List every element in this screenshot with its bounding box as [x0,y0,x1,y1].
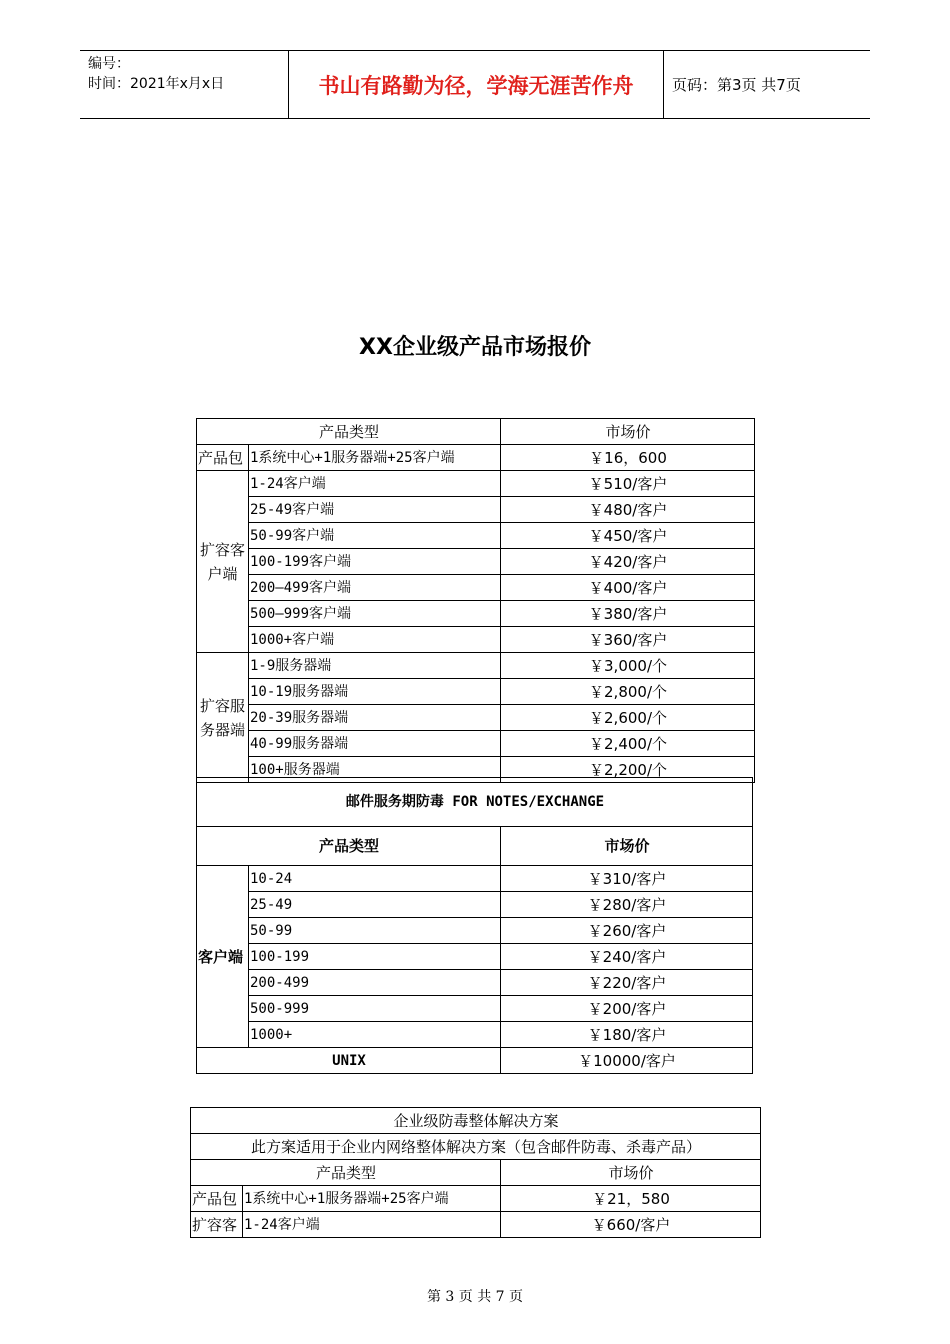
col-header-price: 市场价 [501,1160,761,1186]
table-heading: 企业级防毒整体解决方案 [191,1108,761,1134]
row-desc: 100-199客户端 [249,549,501,575]
row-desc: 25-49客户端 [249,497,501,523]
row-price: ￥480/客户 [501,497,755,523]
row-desc: 100-199 [249,944,501,970]
row-price: ￥16，600 [501,445,755,471]
table-row [197,679,755,705]
header-time: 时间：2021年x月x日 [88,76,225,92]
table-row [191,1212,761,1238]
unix-price: ￥10000/客户 [501,1048,753,1074]
table-row [197,601,755,627]
row-price: ￥400/客户 [501,575,755,601]
row-price: ￥660/客户 [501,1212,761,1238]
table-row [197,497,755,523]
table-row [197,1022,753,1048]
row-label: 扩容客 [191,1212,243,1238]
table-row [197,866,753,892]
header-motto: 书山有路勤为径，学海无涯苦作舟 [289,51,664,118]
row-price: ￥200/客户 [501,996,753,1022]
row-label: 产品包 [197,445,249,471]
row-desc: 50-99客户端 [249,523,501,549]
table-header-row [191,1160,761,1186]
col-header-type: 产品类型 [197,827,501,866]
group-label-client: 客户端 [197,866,249,1048]
row-price: ￥450/客户 [501,523,755,549]
table-row [197,627,755,653]
row-desc: 200-499 [249,970,501,996]
row-desc: 40-99服务器端 [249,731,501,757]
table-row [197,918,753,944]
table-row [197,996,753,1022]
row-price: ￥3,000/个 [501,653,755,679]
row-desc: 1系统中心+1服务器端+25客户端 [243,1186,501,1212]
header-number: 编号： [88,56,130,72]
table-row [197,705,755,731]
row-price: ￥420/客户 [501,549,755,575]
table-row [197,1048,753,1074]
table-heading-row [197,778,753,827]
col-header-price: 市场价 [501,419,755,445]
group-label-server: 扩容服务器端 [197,653,249,783]
col-header-type: 产品类型 [191,1160,501,1186]
row-desc: 1000+客户端 [249,627,501,653]
row-desc: 1系统中心+1服务器端+25客户端 [249,445,501,471]
table-header-row [197,827,753,866]
row-desc: 100+服务器端 [249,757,501,783]
row-desc: 50-99 [249,918,501,944]
table-heading-row [191,1108,761,1134]
document-title: XX企业级产品市场报价 [359,335,591,360]
row-price: ￥2,800/个 [501,679,755,705]
table-row [197,549,755,575]
unix-label: UNIX [197,1048,501,1074]
table-subheading: 此方案适用于企业内网络整体解决方案（包含邮件防毒、杀毒产品） [191,1134,761,1160]
table-row [197,731,755,757]
table-row [197,970,753,996]
row-label: 产品包 [191,1186,243,1212]
table-row [197,944,753,970]
mail-antivirus-price-table [196,777,753,1074]
header-page-info: 页码：第3页 共7页 [672,76,801,94]
table-subheading-row [191,1134,761,1160]
table-row [197,445,755,471]
row-desc: 200—499客户端 [249,575,501,601]
page-footer: 第 3 页 共 7 页 [426,1289,524,1305]
col-header-price: 市场价 [501,827,753,866]
table-row [197,892,753,918]
row-desc: 1-24客户端 [243,1212,501,1238]
row-price: ￥2,600/个 [501,705,755,731]
row-desc: 10-24 [249,866,501,892]
row-price: ￥220/客户 [501,970,753,996]
row-price: ￥2,200/个 [501,757,755,783]
table-row [197,575,755,601]
row-desc: 500—999客户端 [249,601,501,627]
table-row [197,653,755,679]
row-price: ￥2,400/个 [501,731,755,757]
row-desc: 500-999 [249,996,501,1022]
row-desc: 25-49 [249,892,501,918]
row-desc: 1-9服务器端 [249,653,501,679]
header-meta [80,51,289,118]
row-price: ￥260/客户 [501,918,753,944]
row-price: ￥21，580 [501,1186,761,1212]
row-desc: 1-24客户端 [249,471,501,497]
row-price: ￥510/客户 [501,471,755,497]
row-price: ￥180/客户 [501,1022,753,1048]
row-price: ￥310/客户 [501,866,753,892]
row-desc: 20-39服务器端 [249,705,501,731]
row-price: ￥280/客户 [501,892,753,918]
solution-price-table [190,1107,761,1238]
row-price: ￥240/客户 [501,944,753,970]
enterprise-price-table [196,418,755,783]
table-row [197,471,755,497]
table-row [197,523,755,549]
col-header-type: 产品类型 [197,419,501,445]
table-row [191,1186,761,1212]
table-header-row [197,419,755,445]
row-price: ￥360/客户 [501,627,755,653]
page-header [80,50,870,119]
group-label-client: 扩容客户端 [197,471,249,653]
row-desc: 10-19服务器端 [249,679,501,705]
row-desc: 1000+ [249,1022,501,1048]
row-price: ￥380/客户 [501,601,755,627]
table-heading: 邮件服务期防毒 FOR NOTES/EXCHANGE [197,778,753,827]
